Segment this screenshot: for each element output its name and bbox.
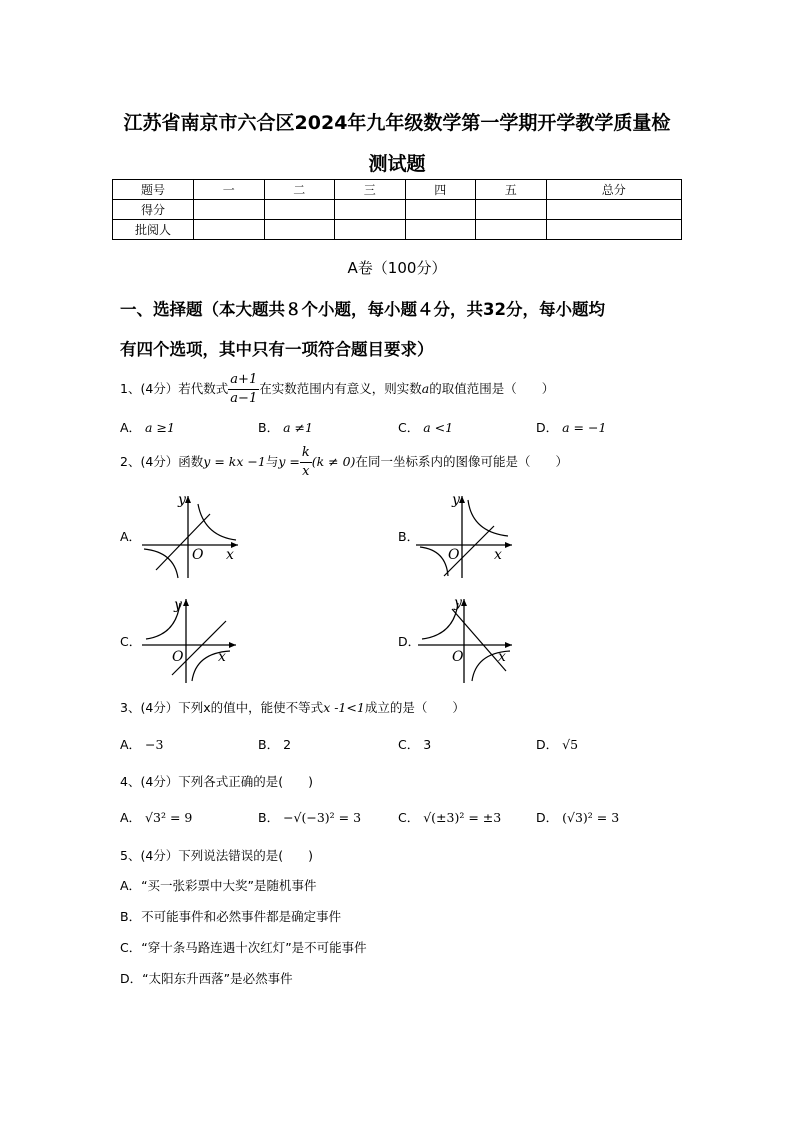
option-letter: C． — [398, 420, 420, 435]
reviewer-cell — [335, 220, 406, 240]
option-text: √(±3)² = ±3 — [423, 810, 502, 825]
score-header-cell: 题号 — [113, 180, 194, 200]
origin-label: O — [452, 649, 464, 665]
x-axis-arrow — [505, 542, 512, 548]
reviewer-row-label: 批阅人 — [113, 220, 194, 240]
x-axis-label: x — [494, 547, 502, 563]
q3-inequality: x -1<1 — [323, 700, 365, 715]
score-cell — [476, 200, 547, 220]
score-header-cell: 一 — [194, 180, 265, 200]
q2-condition: (k ≠ 0) — [311, 454, 356, 469]
q1-numerator: a+1 — [228, 371, 259, 390]
q1-prefix: 1、(4分）若代数式 — [120, 381, 229, 396]
hyperbola-branch — [144, 549, 178, 578]
question-1 — [120, 371, 554, 408]
q4-option-d — [536, 808, 619, 826]
q4-option-a — [120, 808, 192, 826]
q1-option-c — [398, 418, 453, 436]
q4-option-c — [398, 808, 501, 826]
q5-option-a — [120, 876, 317, 894]
question-3 — [120, 698, 465, 716]
reviewer-row — [113, 220, 682, 240]
y-axis-label: y — [452, 492, 460, 508]
score-cell — [405, 200, 476, 220]
q5-option-c — [120, 938, 367, 956]
q3-text-post: 成立的是（ ） — [364, 700, 465, 715]
score-header-cell: 五 — [476, 180, 547, 200]
option-letter: C． — [398, 810, 420, 825]
section-heading-line2: 有四个选项，其中只有一项符合题目要求） — [120, 340, 434, 359]
score-cell — [194, 200, 265, 220]
y-axis-label: y — [178, 492, 186, 508]
option-text: a ≥1 — [145, 420, 175, 435]
q1-fraction — [228, 371, 259, 408]
q3-option-c — [398, 735, 431, 753]
x-axis-arrow — [505, 642, 512, 648]
score-header-cell: 四 — [405, 180, 476, 200]
volume-label: A卷（100分） — [347, 259, 447, 277]
q2-and: 与 — [265, 454, 279, 469]
option-text: 2 — [283, 737, 292, 752]
reviewer-cell — [264, 220, 335, 240]
q5-option-d — [120, 969, 293, 987]
q1-option-b — [258, 418, 313, 436]
q1-denominator: a−1 — [230, 391, 258, 406]
y-axis-label: y — [454, 595, 462, 611]
option-text: (√3)² = 3 — [562, 810, 620, 825]
q5-option-b — [120, 907, 341, 925]
q3-option-a — [120, 735, 163, 753]
option-text: a = −1 — [562, 420, 607, 435]
reviewer-cell — [405, 220, 476, 240]
q2-graph-d — [416, 595, 526, 685]
origin-label: O — [172, 649, 184, 665]
hyperbola-branch — [422, 603, 458, 639]
x-axis-label: x — [218, 649, 226, 665]
question-2 — [120, 444, 568, 481]
option-letter: A． — [120, 810, 142, 825]
option-letter: A． — [120, 420, 142, 435]
option-text: −3 — [145, 737, 164, 752]
option-text: a ≠1 — [283, 420, 313, 435]
score-header-cell: 总分 — [546, 180, 682, 200]
option-text: “穿十条马路连遇十次红灯”是不可能事件 — [141, 940, 367, 955]
q2-graph-c — [140, 595, 250, 685]
score-table — [112, 179, 682, 240]
q2-fraction — [300, 444, 312, 481]
q2-func1: y = kx −1 — [203, 454, 266, 469]
option-text: 3 — [423, 737, 432, 752]
option-letter: D． — [536, 737, 559, 752]
section-heading-line1: 一、选择题（本大题共８个小题，每小题４分，共32分，每小题均 — [120, 300, 605, 319]
document-title-line2: 测试题 — [368, 153, 426, 175]
q2-option-b-letter: B． — [398, 529, 420, 544]
document-title-line1: 江苏省南京市六合区2024年九年级数学第一学期开学教学质量检 — [123, 112, 671, 134]
q1-variable: a — [421, 381, 430, 396]
x-axis-label: x — [498, 649, 506, 665]
x-axis-arrow — [229, 642, 236, 648]
score-row-label: 得分 — [113, 200, 194, 220]
q2-graph-b — [414, 490, 524, 580]
option-letter: C． — [398, 737, 420, 752]
q2-option-d-letter: D． — [398, 634, 421, 649]
q1-option-d — [536, 418, 606, 436]
score-table-header-row — [113, 180, 682, 200]
score-cell — [335, 200, 406, 220]
score-row — [113, 200, 682, 220]
q1-mid: 在实数范围内有意义，则实数 — [259, 381, 422, 396]
option-letter: B． — [120, 909, 142, 924]
q2-graph-a — [140, 490, 250, 580]
hyperbola-branch — [420, 547, 448, 576]
option-text: a <1 — [423, 420, 454, 435]
q3-option-b — [258, 735, 291, 753]
option-letter: C． — [120, 940, 142, 955]
q3-option-d — [536, 735, 578, 753]
origin-label: O — [192, 547, 204, 563]
question-4: 4、(4分）下列各式正确的是( ) — [120, 774, 314, 789]
q2-suffix: 在同一坐标系内的图像可能是（ ） — [355, 454, 568, 469]
hyperbola-branch — [468, 500, 508, 536]
reviewer-cell — [194, 220, 265, 240]
q2-func2-lhs: y = — [278, 454, 300, 469]
question-5: 5、(4分）下列说法错误的是( ) — [120, 848, 314, 863]
option-letter: A． — [120, 737, 142, 752]
score-cell — [264, 200, 335, 220]
option-text: 不可能事件和必然事件都是确定事件 — [141, 909, 342, 924]
option-text: √5 — [562, 737, 579, 752]
option-letter: D． — [120, 971, 143, 986]
option-text: √3² = 9 — [145, 810, 193, 825]
line-graph — [172, 621, 226, 675]
score-cell — [546, 200, 682, 220]
q2-option-c-letter: C． — [120, 634, 142, 649]
x-axis-label: x — [226, 547, 234, 563]
y-axis-arrow — [183, 599, 189, 606]
q2-option-a-letter: A． — [120, 529, 142, 544]
option-letter: B． — [258, 420, 280, 435]
option-text: “买一张彩票中大奖”是随机事件 — [141, 878, 317, 893]
q3-text-pre: 3、(4分）下列x的值中，能使不等式 — [120, 700, 324, 715]
option-text: “太阳东升西落”是必然事件 — [142, 971, 293, 986]
q2-prefix: 2、(4分）函数 — [120, 454, 204, 469]
origin-label: O — [448, 547, 460, 563]
reviewer-cell — [546, 220, 682, 240]
q2-numerator: k — [300, 444, 312, 463]
option-letter: D． — [536, 420, 559, 435]
y-axis-label: y — [174, 597, 182, 613]
q2-denominator: x — [302, 464, 310, 479]
option-letter: B． — [258, 810, 280, 825]
q1-option-a — [120, 418, 175, 436]
reviewer-cell — [476, 220, 547, 240]
q4-option-b — [258, 808, 361, 826]
option-letter: D． — [536, 810, 559, 825]
option-text: −√(−3)² = 3 — [283, 810, 362, 825]
score-header-cell: 二 — [264, 180, 335, 200]
option-letter: A． — [120, 878, 142, 893]
hyperbola-branch — [198, 504, 236, 540]
score-header-cell: 三 — [335, 180, 406, 200]
option-letter: B． — [258, 737, 280, 752]
q1-suffix: 的取值范围是（ ） — [429, 381, 555, 396]
